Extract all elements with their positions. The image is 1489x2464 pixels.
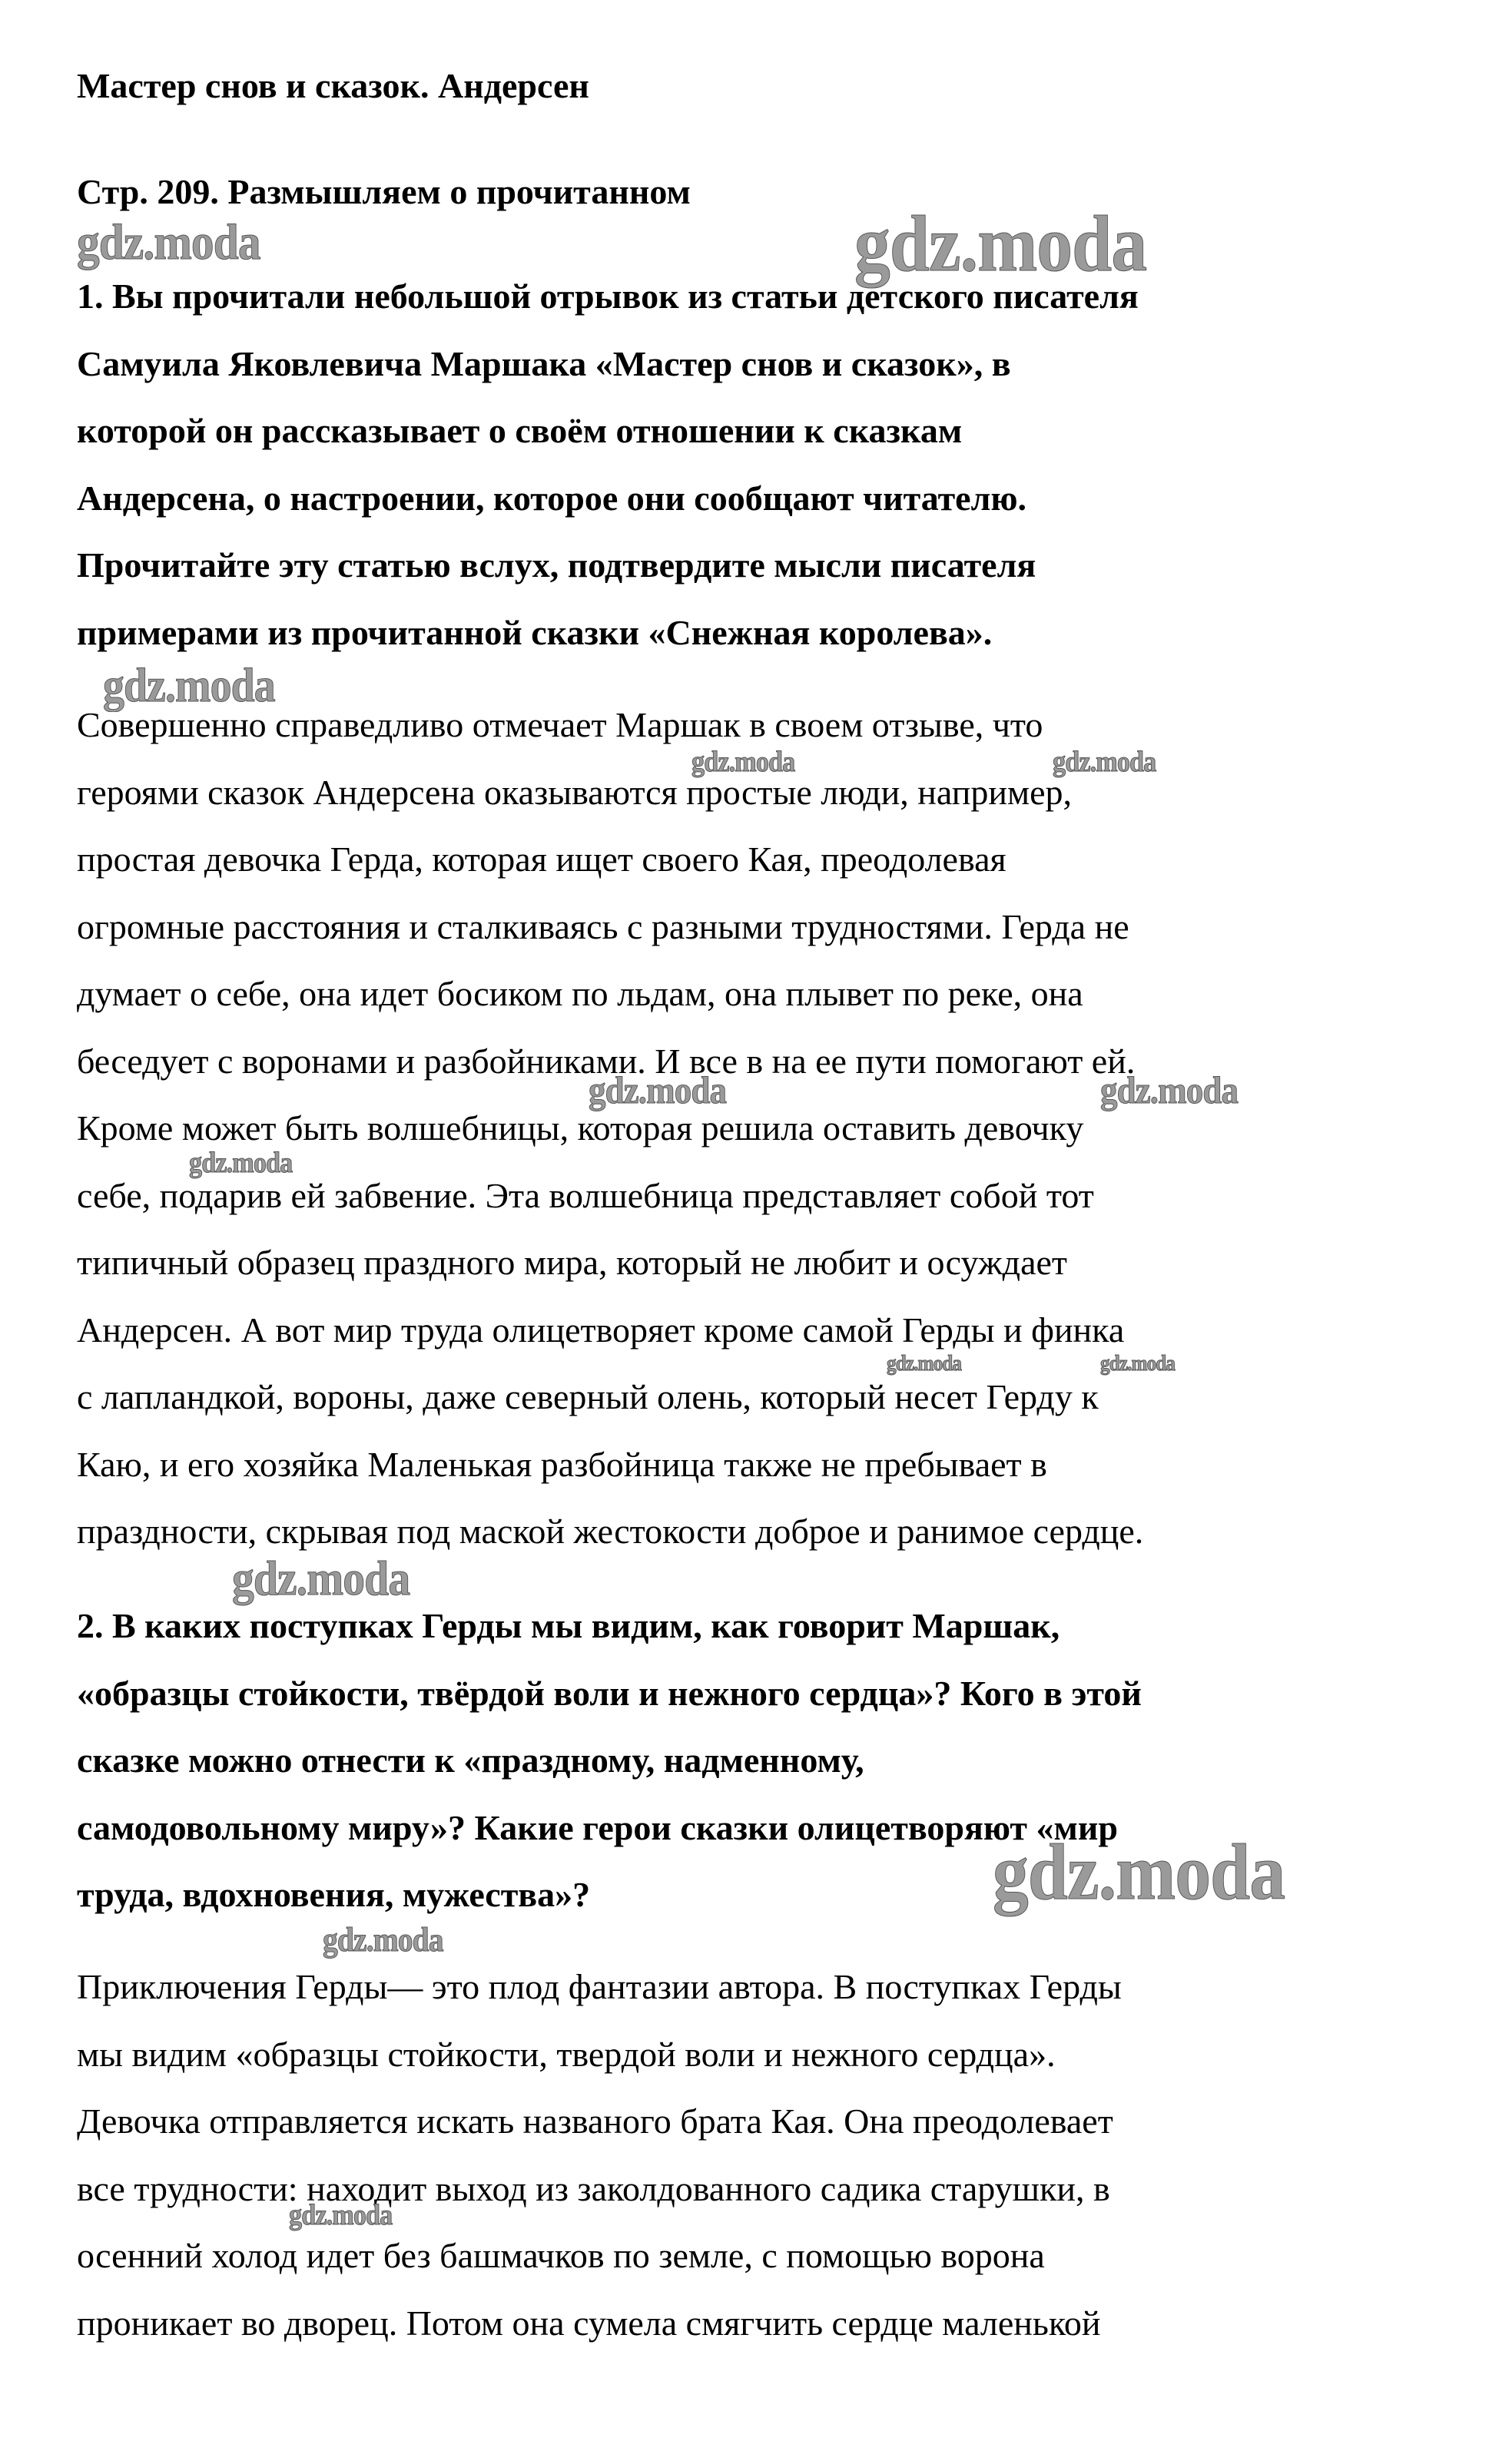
watermark: gdz.moda	[589, 1068, 727, 1111]
answer-1-line: праздности, скрывая под маской жестокости доброе и ранимое сердце.	[77, 1512, 1144, 1551]
answer-1-line: Кроме может быть волшебницы, которая решила оставить девочку	[77, 1108, 1084, 1148]
title: Мастер снов и сказок. Андерсен	[77, 66, 589, 105]
answer-2-line: Девочка отправляется искать названого брата Кая. Она преодолевает	[77, 2101, 1113, 2141]
answer-1-line: Каю, и его хозяйка Маленькая разбойница также не пребывает в	[77, 1444, 1047, 1484]
question-2-line: сказке можно отнести к «праздному, надменному,	[77, 1740, 864, 1780]
watermark: gdz.moda	[854, 200, 1147, 288]
answer-1-line: с лапландкой, вороны, даже северный олень, который несет Герду к	[77, 1377, 1099, 1416]
answer-1-line: Андерсен. А вот мир труда олицетворяет кроме самой Герды и финка	[77, 1310, 1125, 1350]
question-1-line: 1. Вы прочитали небольшой отрывок из статьи детского писателя	[77, 277, 1139, 316]
watermark: gdz.moda	[189, 1147, 293, 1179]
question-2-line: «образцы стойкости, твёрдой воли и нежного сердца»? Кого в этой	[77, 1673, 1142, 1713]
answer-2-line: Приключения Герды— это плод фантазии автора. В поступках Герды	[77, 1967, 1122, 2006]
watermark: gdz.moda	[323, 1921, 443, 1959]
answer-1-line: думает о себе, она идет босиком по льдам, она плывет по реке, она	[77, 974, 1083, 1013]
question-2-line: труда, вдохновения, мужества»?	[77, 1875, 591, 1914]
question-1-line: примерами из прочитанной сказки «Снежная королева».	[77, 612, 993, 652]
question-1-line: которой он рассказывает о своём отношении к сказкам	[77, 411, 963, 450]
watermark: gdz.moda	[1100, 1068, 1239, 1111]
watermark: gdz.moda	[1053, 746, 1156, 778]
question-1-line: Андерсена, о настроении, которое они сообщают читателю.	[77, 478, 1027, 518]
answer-1-line: огромные расстояния и сталкиваясь с разными трудностями. Герда не	[77, 906, 1129, 946]
answer-2	[77, 1953, 1122, 2356]
answer-2-line: осенний холод идет без башмачков по земле, с помощью ворона	[77, 2236, 1045, 2275]
watermark: gdz.moda	[691, 746, 795, 778]
watermark: gdz.moda	[103, 660, 275, 712]
watermark: gdz.moda	[887, 1352, 962, 1376]
answer-2-line: проникает во дворец. Потом она сумела смягчить сердце маленькой	[77, 2303, 1101, 2343]
watermark: gdz.moda	[1100, 1352, 1176, 1376]
answer-1	[77, 691, 1143, 1565]
watermark: gdz.moda	[232, 1551, 410, 1605]
question-2-line: 2. В каких поступках Герды мы видим, как говорит Маршак,	[77, 1606, 1060, 1645]
answer-1-line: Совершенно справедливо отмечает Маршак в своем отзыве, что	[77, 705, 1043, 744]
question-1	[77, 263, 1139, 666]
question-2	[77, 1592, 1142, 1929]
answer-2-line: мы видим «образцы стойкости, твердой воли и нежного сердца».	[77, 2034, 1056, 2074]
watermark: gdz.moda	[289, 2199, 393, 2231]
answer-2-line: все трудности: находит выход из заколдованного садика старушки, в	[77, 2168, 1110, 2208]
answer-1-line: себе, подарив ей забвение. Эта волшебница представляет собой тот	[77, 1175, 1094, 1215]
question-1-line: Самуила Яковлевича Маршака «Мастер снов и сказок», в	[77, 343, 1011, 383]
watermark: gdz.moda	[993, 1828, 1285, 1916]
section-heading: Стр. 209. Размышляем о прочитанном	[77, 172, 691, 211]
question-2-line: самодовольному миру»? Какие герои сказки олицетворяют «мир	[77, 1807, 1118, 1847]
answer-1-line: беседует с воронами и разбойниками. И все в на ее пути помогают ей.	[77, 1041, 1136, 1081]
question-1-line: Прочитайте эту статью вслух, подтвердите мысли писателя	[77, 545, 1036, 585]
answer-1-line: простая девочка Герда, которая ищет своего Кая, преодолевая	[77, 840, 1006, 879]
answer-1-line: героями сказок Андерсена оказываются простые люди, например,	[77, 772, 1072, 812]
watermark: gdz.moda	[77, 214, 260, 270]
answer-1-line: типичный образец праздного мира, который не любит и осуждает	[77, 1243, 1068, 1282]
